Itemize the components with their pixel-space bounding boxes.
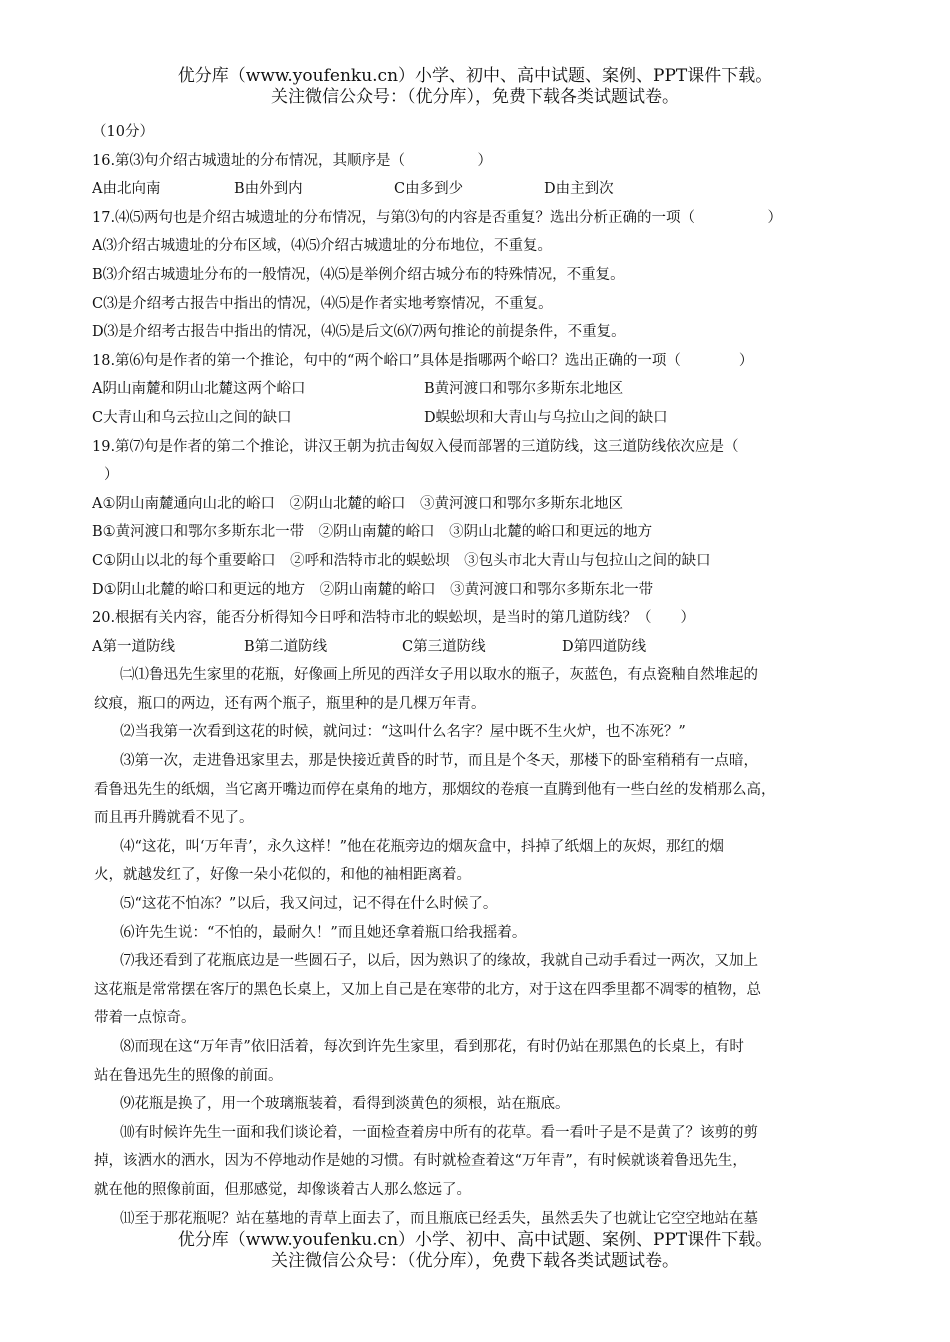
page-header [0,66,950,108]
passage-p1-line1: ㈡⑴鲁迅先生家里的花瓶，好像画上所见的西洋女子用以取水的瓶子，灰蓝色，有点瓷釉自然堆起的 [120,667,758,684]
q18-options-row-1 [92,375,862,404]
q18-option-d: D蜈蚣坝和大青山与乌拉山之间的缺口 [424,409,668,426]
q19-option-a: A①阴山南麓通向山北的峪口 ②阴山北麓的峪口 ③黄河渡口和鄂尔多斯东北地区 [92,495,623,512]
q20-stem: 20.根据有关内容，能否分析得知今日呼和浩特市北的蜈蚣坝，是当时的第几道防线？（ ） [92,610,696,627]
passage-p10-line1: ⑽有时候许先生一面和我们谈论着，一面检查着房中所有的花草。看一看叶子是不是黄了？该剪的剪 [120,1124,758,1141]
q20-options [92,633,862,662]
footer-line-1: 优分库（www.youfenku.cn）小学、初中、高中试题、案例、PPT课件下载。 [177,1230,773,1250]
q19-option-b: B①黄河渡口和鄂尔多斯东北一带 ②阴山南麓的峪口 ③阴山北麓的峪口和更远的地方 [92,524,653,541]
header-line-1: 优分库（www.youfenku.cn）小学、初中、高中试题、案例、PPT课件下载。 [177,66,773,86]
passage-p3-line1: ⑶第一次，走进鲁迅家里去，那是快接近黄昏的时节，而且是个冬天，那楼下的卧室稍稍有一点暗， [120,753,758,770]
score-note: （10分） [92,124,154,140]
passage-p8-line2: 站在鲁迅先生的照像的前面。 [94,1067,283,1084]
passage-p5: ⑸“这花不怕冻？”以后，我又问过，记不得在什么时候了。 [120,896,498,913]
passage-p1-line2: 纹痕，瓶口的两边，还有两个瓶子，瓶里种的是几棵万年青。 [94,695,486,712]
q19-option-c: C①阴山以北的每个重要峪口 ②呼和浩特市北的蜈蚣坝 ③包头市北大青山与包拉山之间的缺口 [92,552,711,569]
q20-option-b: B第二道防线 [244,638,328,655]
q17-option-d: D⑶是介绍考古报告中指出的情况，⑷⑸是后文⑹⑺两句推论的前提条件，不重复。 [92,324,626,341]
q19-stem: 19.第⑺句是作者的第二个推论，讲汉王朝为抗击匈奴入侵而部署的三道防线，这三道防线依次应是（ [92,438,739,455]
q16-option-c: C由多到少 [394,181,464,198]
q20-option-d: D第四道防线 [562,638,647,655]
q16-stem: 16.第⑶句介绍古城遗址的分布情况，其顺序是（ ） [92,152,493,169]
passage-p9: ⑼花瓶是换了，用一个玻璃瓶装着，看得到淡黄色的须根，站在瓶底。 [120,1096,570,1113]
q20-option-c: C第三道防线 [402,638,486,655]
passage-p10-line2: 掉，该洒水的洒水，因为不停地动作是她的习惯。有时就检查着这“万年青”，有时候就谈着鲁迅先生， [94,1153,747,1170]
passage-p4-line1: ⑷“这花，叫‘万年青’，永久这样！”他在花瓶旁边的烟灰盒中，抖掉了纸烟上的灰烬，那红的烟 [120,838,725,855]
q17-option-b: B⑶介绍古城遗址分布的一般情况，⑷⑸是举例介绍古城分布的特殊情况，不重复。 [92,266,625,283]
q17-stem: 17.⑷⑸两句也是介绍古城遗址的分布情况，与第⑶句的内容是否重复？选出分析正确的一项（ ） [92,209,783,226]
page-footer [0,1230,950,1272]
passage-p11-line1: ⑾至于那花瓶呢？站在墓地的青草上面去了，而且瓶底已经丢失，虽然丢失了也就让它空空地站在墓 [120,1210,758,1227]
passage-p4-line2: 火，就越发红了，好像一朵小花似的，和他的袖相距离着。 [94,867,471,884]
passage-p7-line2: 这花瓶是常常摆在客厅的黑色长桌上，又加上自己是在寒带的北方，对于这在四季里都不凋零的植物，总 [94,981,761,998]
q20-option-a: A第一道防线 [92,638,175,655]
q16-option-b: B由外到内 [234,181,303,198]
q18-stem: 18.第⑹句是作者的第一个推论，句中的“两个峪口”具体是指哪两个峪口？选出正确的一项（ ） [92,352,754,369]
passage-p3-line2: 看鲁迅先生的纸烟，当它离开嘴边而停在桌角的地方，那烟纹的卷痕一直腾到他有一些白丝的发梢那么高， [94,781,776,798]
passage-p6: ⑹许先生说：“不怕的，最耐久！”而且她还拿着瓶口给我摇着。 [120,924,527,941]
footer-line-2: 关注微信公众号：（优分库），免费下载各类试题试卷。 [271,1251,679,1271]
exam-content [92,118,862,1233]
passage-p3-line3: 而且再升腾就看不见了。 [94,810,254,827]
q18-option-b: B黄河渡口和鄂尔多斯东北地区 [424,381,624,398]
q18-option-c: C大青山和乌云拉山之间的缺口 [92,409,292,426]
q19-stem-end: ） [104,467,119,484]
passage-p8-line1: ⑻而现在这“万年青”依旧活着，每次到许先生家里，看到那花，有时仍站在那黑色的长桌上，有时 [120,1039,744,1055]
q18-option-a: A阴山南麓和阴山北麓这两个峪口 [92,381,306,398]
reading-passage [92,661,862,1233]
q19-option-d: D①阴山北麓的峪口和更远的地方 ②阴山南麓的峪口 ③黄河渡口和鄂尔多斯东北一带 [92,581,654,598]
q17-option-c: C⑶是介绍考古报告中指出的情况，⑷⑸是作者实地考察情况，不重复。 [92,295,553,312]
passage-p10-line3: 就在他的照像前面，但那感觉，却像谈着古人那么悠远了。 [94,1181,471,1198]
q17-option-a: A⑶介绍古城遗址的分布区域，⑷⑸介绍古城遗址的分布地位，不重复。 [92,238,552,255]
q16-option-d: D由主到次 [544,181,614,198]
passage-p2: ⑵当我第一次看到这花的时候，就问过：“这叫什么名字？屋中既不生火炉，也不冻死？” [120,724,686,741]
q16-option-a: A由北向南 [92,181,161,198]
q16-options [92,175,862,204]
header-line-2: 关注微信公众号：（优分库），免费下载各类试题试卷。 [271,87,679,107]
q18-options-row-2 [92,404,862,433]
passage-p7-line1: ⑺我还看到了花瓶底边是一些圆石子，以后，因为熟识了的缘故，我就自己动手看过一两次，又加上 [120,953,758,970]
passage-p7-line3: 带着一点惊奇。 [94,1010,196,1027]
